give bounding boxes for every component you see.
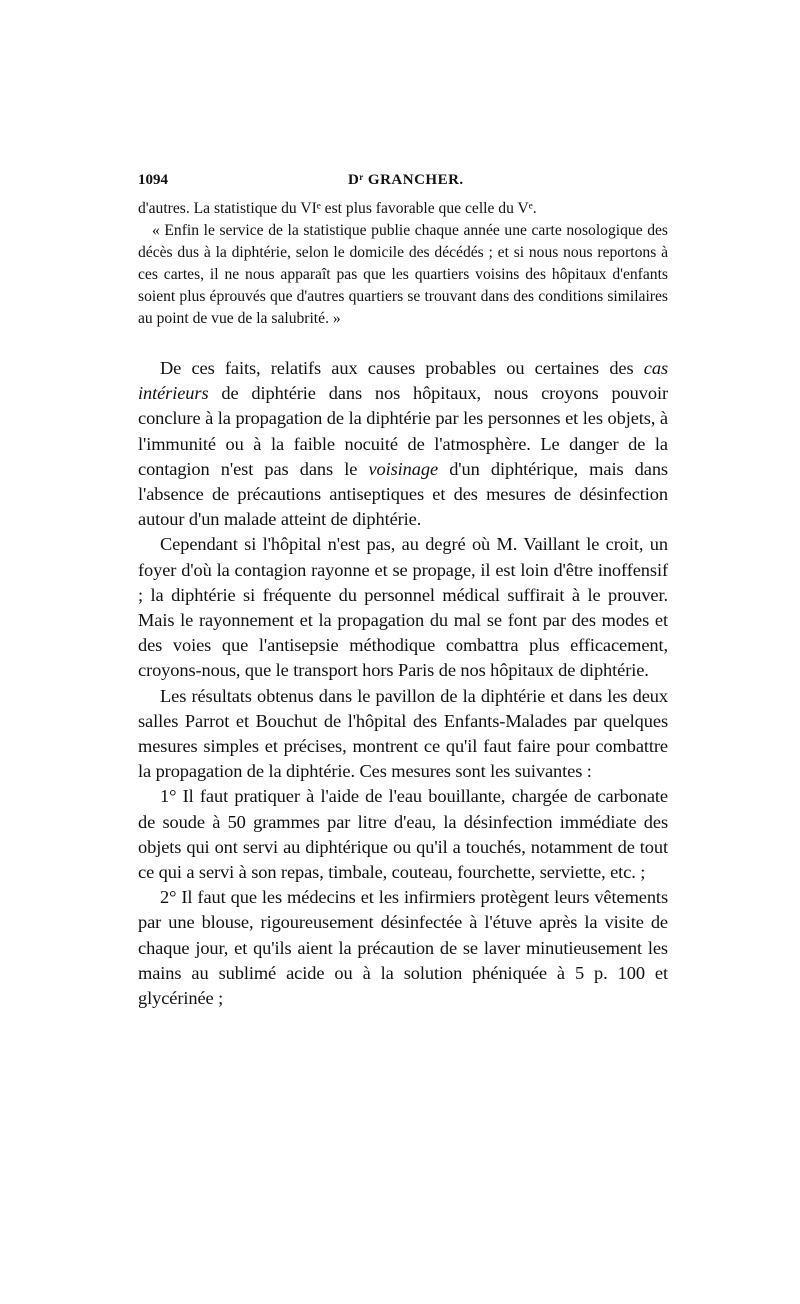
quote-continuation: d'autres. La statistique du VIᵉ est plus favorable que celle du Vᵉ.	[138, 200, 537, 217]
paragraph-1-text-a: De ces faits, relatifs aux causes probables ou certaines des	[160, 358, 644, 378]
paragraph-1	[138, 356, 668, 532]
paragraph-4: 1° Il faut pratiquer à l'aide de l'eau bouillante, chargée de carbonate de soude à 50 grammes par litre d'eau, la désinfection immédiate des objets qui ont servi au diphtérique ou qu'il a touchés, notamment de tout ce qui a servi à son repas, timbale, couteau, fourchette, serviette, etc. ;	[138, 786, 668, 883]
paragraph-3: Les résultats obtenus dans le pavillon de la diphtérie et dans les deux salles Parrot et Bouchut de l'hôpital des Enfants-Malades par quelques mesures simples et précises, montrent ce qu'il faut faire pour combattre la propagation de la diphtérie. Ces mesures sont les suivantes :	[138, 685, 668, 782]
paragraph-1-italic-b: voisinage	[368, 458, 439, 479]
page-header	[138, 172, 668, 196]
page-number: 1094	[138, 172, 168, 188]
main-text	[138, 356, 668, 1011]
paragraph-2: Cependant si l'hôpital n'est pas, au degré où M. Vaillant le croit, un foyer d'où la contagion rayonne et se propage, il est loin d'être inoffensif ; la diphtérie si fréquente du personnel médical suffirait à le prouver. Mais le rayonnement et la propagation du mal se font par des modes et des voies que l'antisepsie méthodique combattra plus efficacement, croyons-nous, que le transport hors Paris de nos hôpitaux de diphtérie.	[138, 534, 668, 681]
running-title: Dʳ GRANCHER.	[348, 172, 464, 188]
paragraph-1-text-c: d'un diphtérique, mais dans l'absence de précautions antiseptiques et des mesures de désinfection autour d'un malade atteint de diphtérie.	[138, 458, 668, 530]
paragraph-1-text-b: de diphtérie dans nos hôpitaux, nous croyons pouvoir conclure à la propagation de la diphtérie par les personnes et les objets, à l'immunité ou à la faible nocuité de l'atmosphère. Le danger de la contagion n'est pas dans le	[138, 383, 668, 479]
quote-paragraph: « Enfin le service de la statistique publie chaque année une carte nosologique des décès dus à la diphtérie, selon le domicile des décédés ; et si nous nous reportons à ces cartes, il ne nous apparaît pas que les quartiers voisins des hôpitaux d'enfants soient plus éprouvés que d'autres quartiers se trouvant dans des conditions similaires au point de vue de la salubrité. »	[138, 222, 668, 327]
quoted-passage	[138, 198, 668, 330]
book-page	[138, 172, 668, 1011]
paragraph-5: 2° Il faut que les médecins et les infirmiers protègent leurs vêtements par une blouse, rigoureusement désinfectée à l'étuve après la visite de chaque jour, et qu'ils aient la précaution de se laver minutieusement les mains au sublimé acide ou à la solution phéniquée à 5 p. 100 et glycérinée ;	[138, 887, 668, 1009]
paragraph-1-italic-a: cas intérieurs	[138, 358, 668, 404]
